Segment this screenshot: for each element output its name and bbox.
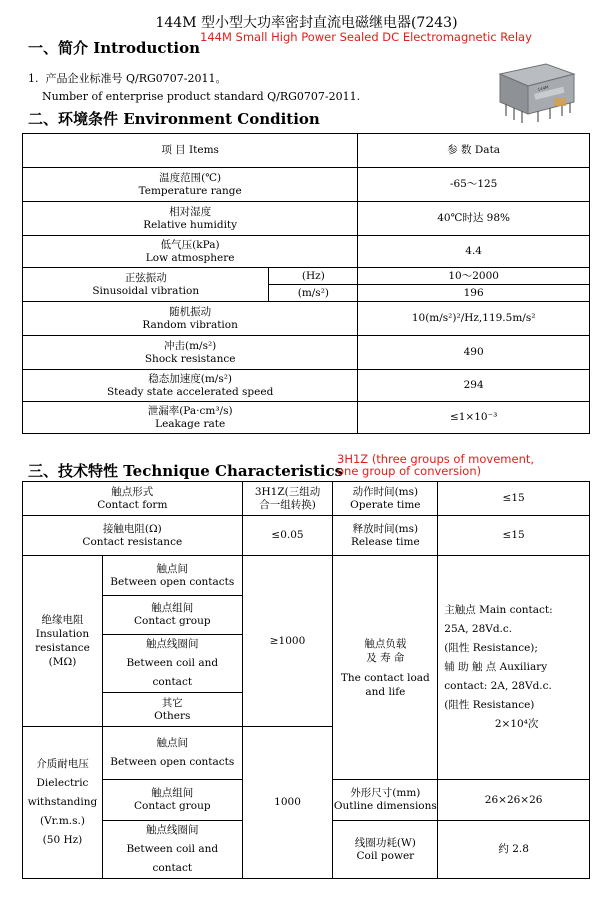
dielectric-value: 1000 xyxy=(242,727,333,879)
tech-heading: 三、技术特性 Technique Characteristics xyxy=(28,462,344,480)
table-row xyxy=(23,236,590,268)
operate-time-label: 动作时间(ms) Operate time xyxy=(333,482,438,516)
intro-item-number: 1. xyxy=(28,72,39,85)
env-unit: (Hz) xyxy=(269,268,358,285)
env-header-row xyxy=(23,134,590,168)
coil-power-value: 约 2.8 xyxy=(438,821,590,879)
intro-item-en: Number of enterprise product standard Q/RG0707-2011. xyxy=(42,90,361,103)
env-item: 正弦振动 Sinusoidal vibration xyxy=(23,268,269,302)
env-value: 40℃时达 98% xyxy=(358,202,590,236)
env-value: 10～2000 xyxy=(358,268,590,285)
table-row xyxy=(23,268,590,285)
relay-product-image xyxy=(494,58,578,126)
env-col-items: 项 目 Items xyxy=(23,134,358,168)
operate-time-value: ≤15 xyxy=(438,482,590,516)
table-row xyxy=(23,370,590,402)
env-item: 相对湿度 Relative humidity xyxy=(23,202,358,236)
contact-load-label: 触点负载 及 寿 命 The contact load and life xyxy=(333,556,438,780)
insulation-sub-item: 触点组间 Contact group xyxy=(102,596,242,635)
table-row xyxy=(23,482,590,516)
env-item: 泄漏率(Pa·cm³/s) Leakage rate xyxy=(23,402,358,434)
table-row xyxy=(23,336,590,370)
intro-item-cn: 产品企业标准号 Q/RG0707-2011。 xyxy=(45,72,227,85)
contact-form-label: 触点形式 Contact form xyxy=(23,482,243,516)
env-value: 10(m/s²)²/Hz,119.5m/s² xyxy=(358,302,590,336)
table-row xyxy=(23,402,590,434)
intro-heading: 一、简介 Introduction xyxy=(28,39,201,57)
outline-value: 26×26×26 xyxy=(438,780,590,821)
dielectric-sub-item: 触点组间 Contact group xyxy=(102,780,242,821)
technique-table xyxy=(22,481,590,879)
insulation-value: ≥1000 xyxy=(242,556,333,727)
env-item: 稳态加速度(m/s²) Steady state accelerated speed xyxy=(23,370,358,402)
table-row xyxy=(23,556,590,596)
env-col-data: 参 数 Data xyxy=(358,134,590,168)
insulation-sub-item: 触点间 Between open contacts xyxy=(102,556,242,596)
coil-power-label: 线圈功耗(W) Coil power xyxy=(333,821,438,879)
table-row xyxy=(23,516,590,556)
table-row xyxy=(23,302,590,336)
env-unit: (m/s²) xyxy=(269,285,358,302)
env-item: 温度范围(℃) Temperature range xyxy=(23,168,358,202)
env-value: 196 xyxy=(358,285,590,302)
dielectric-sub-item: 触点线圈间 Between coil and contact xyxy=(102,821,242,879)
relay-label: 144M xyxy=(537,84,550,92)
page-title: 144M 型小型大功率密封直流电磁继电器(7243) xyxy=(155,15,458,31)
release-time-label: 释放时间(ms) Release time xyxy=(333,516,438,556)
env-item: 冲击(m/s²) Shock resistance xyxy=(23,336,358,370)
contact-resistance-value: ≤0.05 xyxy=(242,516,333,556)
dielectric-label: 介质耐电压 Dielectric withstanding (Vr.m.s.) (50 Hz) xyxy=(23,727,103,879)
env-value: -65～125 xyxy=(358,168,590,202)
contact-resistance-label: 接触电阻(Ω) Contact resistance xyxy=(23,516,243,556)
env-heading: 二、环境条件 Environment Condition xyxy=(28,110,320,128)
table-row xyxy=(23,168,590,202)
insulation-label: 绝缘电阻 Insulation resistance (MΩ) xyxy=(23,556,103,727)
insulation-sub-item: 触点线圈间 Between coil and contact xyxy=(102,635,242,693)
environment-table xyxy=(22,133,590,434)
env-value: 294 xyxy=(358,370,590,402)
contact-form-value: 3H1Z(三组动 合一组转换) xyxy=(242,482,333,516)
release-time-value: ≤15 xyxy=(438,516,590,556)
intro-item xyxy=(28,72,227,86)
table-row xyxy=(23,202,590,236)
contact-load-value: 主触点 Main contact: 25A, 28Vd.c. (阻性 Resistance); 辅 助 触 点 Auxiliary contact: 2A, 28Vd.c. (阻性 Resistance) 2×10⁴次 xyxy=(438,556,590,780)
env-value: ≤1×10⁻³ xyxy=(358,402,590,434)
tech-note: 3H1Z (three groups of movement, one group of conversion) xyxy=(337,452,535,478)
dielectric-sub-item: 触点间 Between open contacts xyxy=(102,727,242,780)
env-value: 490 xyxy=(358,336,590,370)
env-item: 低气压(kPa) Low atmosphere xyxy=(23,236,358,268)
env-value: 4.4 xyxy=(358,236,590,268)
insulation-sub-item: 其它 Others xyxy=(102,693,242,727)
page-subtitle: 144M Small High Power Sealed DC Electromagnetic Relay xyxy=(200,30,532,44)
outline-label: 外形尺寸(mm) Outline dimensions xyxy=(333,780,438,821)
env-item: 随机振动 Random vibration xyxy=(23,302,358,336)
